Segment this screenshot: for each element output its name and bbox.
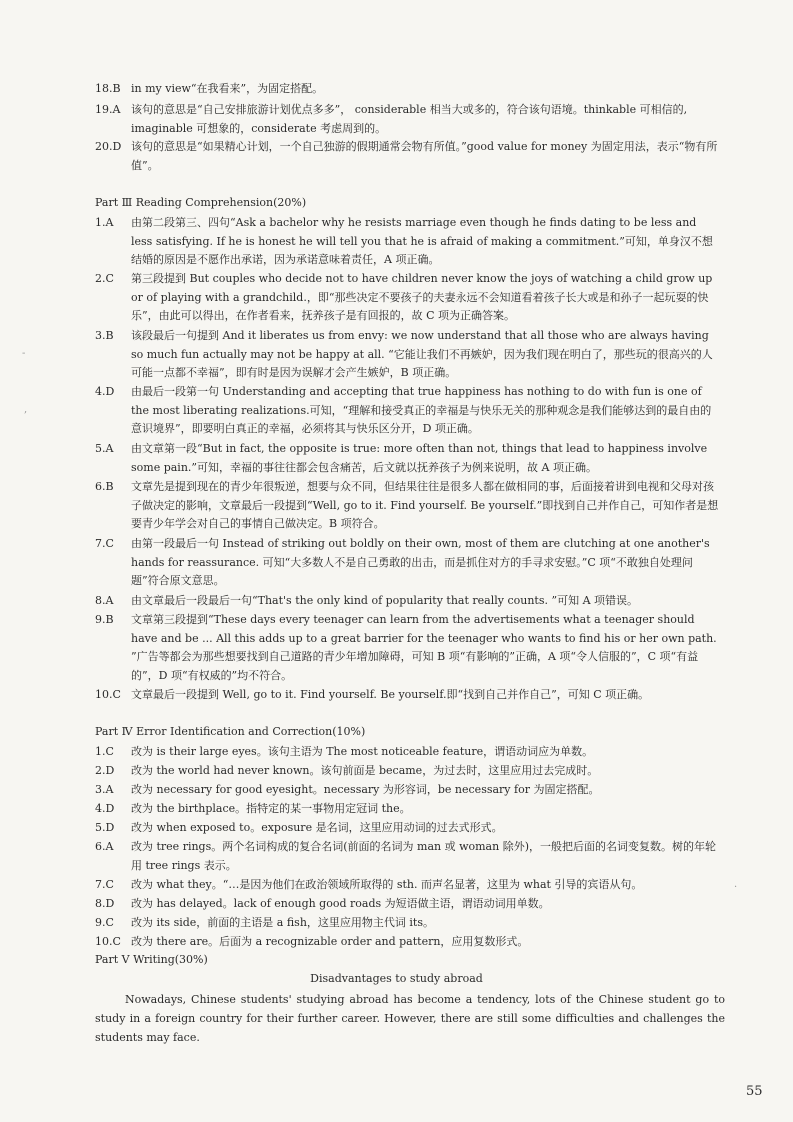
- answer-item: [95, 214, 720, 270]
- answer-text: 改为 its side，前面的主语是 a fish，这里应用物主代词 its。: [131, 916, 434, 929]
- answer-text: 改为 when exposed to。exposure 是名词，这里应用动词的过去式形式。: [131, 821, 503, 834]
- answer-number: 2.D: [95, 764, 115, 777]
- answer-text: 由第一段最后一句 Instead of striking out boldly on their own, most of them are clutching at one another's hands for reassurance. 可知“大多数人不是自己勇敢的出击，而是抓住对方的手寻求安慰。”C 项“不敢独自处理问题”符合原文意思。: [131, 537, 710, 587]
- answer-text: 该句的意思是“如果精心计划，一个自己独游的假期通常会物有所值。”good value for money 为固定用法，表示“物有所值”。: [131, 140, 718, 172]
- answer-number: 7.C: [95, 537, 114, 550]
- answer-number: 5.A: [95, 442, 114, 455]
- scan-speck: ,: [24, 404, 28, 415]
- answer-item: [95, 933, 720, 952]
- answer-item: [95, 535, 720, 591]
- answer-number: 9.C: [95, 916, 114, 929]
- answer-number: 9.B: [95, 613, 114, 626]
- answer-item: [95, 762, 720, 781]
- answer-item: [95, 895, 720, 914]
- answer-text: 文章先是提到现在的青少年很叛逆，想要与众不同，但结果往往是很多人都在做相同的事，后面接着讲到电视和父母对孩子做决定的影响，文章最后一段提到“Well, go to it. Find yourself. Be yourself.”即找到自己并作自己，可知作者是想要青少年学会对自己的事情自己做决定。B 项符合。: [131, 480, 719, 530]
- answer-item: [95, 383, 720, 439]
- answer-text: 改为 the birthplace。指特定的某一事物用定冠词 the。: [131, 802, 411, 815]
- answer-number: 3.A: [95, 783, 114, 796]
- answer-number: 2.C: [95, 272, 114, 285]
- answer-number: 7.C: [95, 878, 114, 891]
- answer-number: 19.A: [95, 103, 121, 116]
- answer-item: [95, 101, 720, 138]
- answer-text: 文章第三段提到“These days every teenager can learn from the advertisements what a teenager should have and be ... All this adds up to a great barrier for the teenager who wants to find his or her own path. ”广告等都会为那些想要找到自己道路的青少年增加障碍，可知 B 项“有影响的”正确，A 项“令人信服的”，C 项“有益的”，D 项“有权威的”均不符合。: [131, 613, 717, 682]
- answer-number: 3.B: [95, 329, 114, 342]
- answer-text: 由文章第一段“But in fact, the opposite is true: more often than not, things that lead to happiness involve some pain.”可知，幸福的事往往都会包含痛苦，后文就以抚养孩子为例来说明，故 A 项正确。: [131, 442, 708, 474]
- scan-speck: ·: [734, 882, 738, 893]
- section-heading: Part Ⅲ Reading Comprehension(20%): [95, 196, 307, 209]
- answer-item: [95, 743, 720, 762]
- answer-text: 第三段提到 But couples who decide not to have children never know the joys of watching a child grow up or of playing with a grandchild.，即“那些决定不要孩子的夫妻永远不会知道看着孩子长大或是和孙子一起玩耍的快乐”，由此可以得出，在作者看来，抚养孩子是有回报的，故 C 项为正确答案。: [131, 272, 713, 322]
- answer-number: 8.D: [95, 897, 115, 910]
- answer-number: 20.D: [95, 140, 122, 153]
- scan-speck: -: [22, 348, 26, 359]
- answer-item: [95, 270, 720, 326]
- answer-item: [95, 800, 720, 819]
- answer-text: 改为 there are。后面为 a recognizable order and pattern，应用复数形式。: [131, 935, 529, 948]
- answer-item: [95, 781, 720, 800]
- answer-number: 8.A: [95, 594, 114, 607]
- answer-text: 由最后一段第一句 Understanding and accepting that true happiness has nothing to do with fun is one of the most liberating realizations.可知，“理解和接受真正的幸福是与快乐无关的那种观念是我们能够达到的最自由的意识境界”，即要明白真正的幸福，必须将其与快乐区分开，D 项正确。: [131, 385, 712, 435]
- answer-number: 4.D: [95, 802, 115, 815]
- answer-number: 5.D: [95, 821, 115, 834]
- answer-number: 18.B: [95, 82, 121, 95]
- answer-text: 由第二段第三、四句“Ask a bachelor why he resists marriage even though he finds dating to be less and less satisfying. If he is honest he will tell you that he is afraid of making a commitment.”可知，单身汉不想结婚的原因是不愿作出承诺，因为承诺意味着责任，A 项正确。: [131, 216, 713, 266]
- answer-text: 改为 is their large eyes。该句主语为 The most noticeable feature，谓语动词应为单数。: [131, 745, 594, 758]
- answer-number: 6.A: [95, 840, 114, 853]
- answer-text: in my view“在我看来”，为固定搭配。: [131, 82, 324, 95]
- answer-text: 改为 what they。“…是因为他们在政治领域所取得的 sth. 而声名显著，这里为 what 引导的宾语从句。: [131, 878, 643, 891]
- answer-text: 改为 the world had never known。该句前面是 became，为过去时，这里应用过去完成时。: [131, 764, 599, 777]
- answer-text: 该句的意思是“自己安排旅游计划优点多多”， considerable 相当大或多的，符合该句语境。thinkable 可相信的, imaginable 可想象的，considerate 考虑周到的。: [131, 103, 688, 135]
- answer-item: [95, 819, 720, 838]
- answer-text: 改为 necessary for good eyesight。necessary 为形容词，be necessary for 为固定搭配。: [131, 783, 600, 796]
- answer-item: [95, 327, 720, 383]
- answer-number: 10.C: [95, 935, 121, 948]
- answer-text: 文章最后一段提到 Well, go to it. Find yourself. Be yourself.即“找到自己并作自己”，可知 C 项正确。: [131, 688, 650, 701]
- answer-item: [95, 478, 720, 534]
- answer-item: [95, 440, 720, 477]
- section-heading: Part Ⅳ Error Identification and Correction(10%): [95, 725, 366, 738]
- answer-item: [95, 592, 720, 611]
- answer-item: [95, 914, 720, 933]
- section-heading: Part V Writing(30%): [95, 953, 208, 966]
- answer-number: 6.B: [95, 480, 114, 493]
- answer-text: 改为 tree rings。两个名词构成的复合名词(前面的名词为 man 或 woman 除外)，一般把后面的名词变复数。树的年轮用 tree rings 表示。: [131, 840, 716, 872]
- answer-number: 4.D: [95, 385, 115, 398]
- answer-text: 由文章最后一段最后一句“That's the only kind of popularity that really counts. ”可知 A 项错误。: [131, 594, 639, 607]
- answer-item: [95, 876, 720, 895]
- essay-title: Disadvantages to study abroad: [310, 972, 483, 985]
- answer-item: [95, 838, 720, 875]
- answer-item: [95, 138, 720, 175]
- essay-paragraph: Nowadays, Chinese students' studying abroad has become a tendency, lots of the Chinese student go to study in a foreign country for their further career. However, there are still some difficulties and challenges the students may face.: [95, 993, 725, 1044]
- answer-number: 1.A: [95, 216, 114, 229]
- answer-number: 1.C: [95, 745, 114, 758]
- answer-number: 10.C: [95, 688, 121, 701]
- answer-text: 改为 has delayed。lack of enough good roads 为短语做主语，谓语动词用单数。: [131, 897, 550, 910]
- page-number: 55: [746, 1084, 763, 1099]
- answer-item: [95, 611, 720, 685]
- answer-item: [95, 686, 720, 705]
- answer-item: [95, 80, 720, 99]
- answer-text: 该段最后一句提到 And it liberates us from envy: we now understand that all those who are always having so much fun actually may not be happy at all. “它能让我们不再嫉妒，因为我们现在明白了，那些玩的很高兴的人可能一点都不幸福”，即有时是因为误解才会产生嫉妒，B 项正确。: [131, 329, 713, 379]
